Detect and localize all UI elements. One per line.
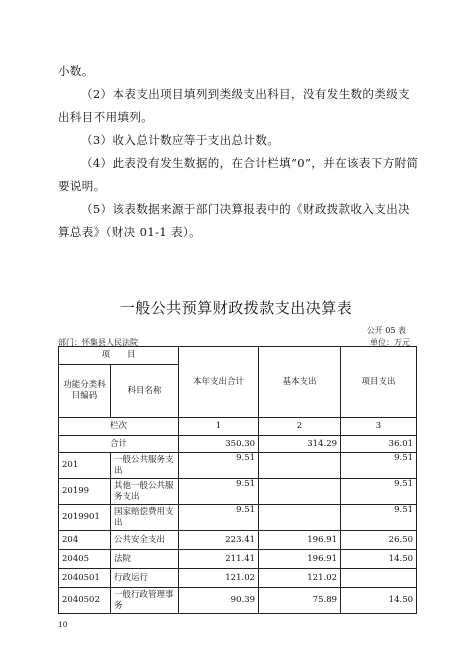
row-code: 2040501 xyxy=(59,569,111,588)
table-row xyxy=(59,588,417,614)
table-title: 一般公共预算财政拨款支出决算表 xyxy=(119,299,353,317)
table-row xyxy=(59,531,417,550)
row-basic xyxy=(259,505,341,531)
header-col3: 3 xyxy=(341,418,417,436)
row-code: 2040502 xyxy=(59,588,111,614)
row-basic: 121.02 xyxy=(259,569,341,588)
table-row xyxy=(59,479,417,505)
row-total: 90.39 xyxy=(179,588,259,614)
row-name: 法院 xyxy=(111,550,179,569)
row-name: 一般行政管理事务 xyxy=(111,588,179,614)
row-project: 26.50 xyxy=(341,531,417,550)
note-line: （4）此表没有发生数据的，在合计栏填“0”，并在该表下方附简要说明。 xyxy=(58,156,419,193)
row-code: 2019901 xyxy=(59,505,111,531)
note-line: 小数。 xyxy=(58,64,94,78)
row-project: 9.51 xyxy=(341,479,417,505)
header-column-label: 栏次 xyxy=(59,418,179,436)
row-project: 14.50 xyxy=(341,550,417,569)
header-total: 本年支出合计 xyxy=(179,347,259,418)
sum-basic: 314.29 xyxy=(259,436,341,453)
note-line: （5）该表数据来源于部门决算报表中的《财政拨款收入支出决算总表》（财决 01-1 表）。 xyxy=(58,202,411,239)
unit-label: 单位：万元 xyxy=(370,338,410,347)
row-code: 20199 xyxy=(59,479,111,505)
table-row xyxy=(59,550,417,569)
header-project: 项目支出 xyxy=(341,347,417,418)
row-name: 其他一般公共服务支出 xyxy=(111,479,179,505)
row-basic: 75.89 xyxy=(259,588,341,614)
row-project: 14.50 xyxy=(341,588,417,614)
header-col1: 1 xyxy=(179,418,259,436)
row-name: 公共安全支出 xyxy=(111,531,179,550)
budget-table xyxy=(58,346,417,614)
header-func-code: 功能分类科目编码 xyxy=(59,365,111,418)
page-number: 10 xyxy=(58,620,68,629)
table-row xyxy=(59,569,417,588)
row-basic xyxy=(259,479,341,505)
row-basic: 196.91 xyxy=(259,531,341,550)
row-total: 121.02 xyxy=(179,569,259,588)
row-total: 9.51 xyxy=(179,453,259,479)
row-name: 国家赔偿费用支出 xyxy=(111,505,179,531)
notes-section xyxy=(58,60,420,244)
row-basic xyxy=(259,453,341,479)
row-name: 行政运行 xyxy=(111,569,179,588)
sum-project: 36.01 xyxy=(341,436,417,453)
header-col2: 2 xyxy=(259,418,341,436)
row-total: 9.51 xyxy=(179,479,259,505)
department-label: 部门：怀集县人民法院 xyxy=(58,338,138,347)
table-row xyxy=(59,505,417,531)
note-line: （3）收入总计数应等于支出总计数。 xyxy=(81,133,280,147)
sum-label: 合计 xyxy=(59,436,179,453)
row-project: 9.51 xyxy=(341,505,417,531)
row-total: 211.41 xyxy=(179,550,259,569)
note-line: （2）本表支出项目填列到类级支出科目，没有发生数的类级支出科目不用填列。 xyxy=(58,87,411,124)
sum-total: 350.30 xyxy=(179,436,259,453)
table-row xyxy=(59,453,417,479)
row-project: 9.51 xyxy=(341,453,417,479)
row-code: 201 xyxy=(59,453,111,479)
header-item: 项 目 xyxy=(59,347,179,365)
row-project xyxy=(341,569,417,588)
row-name: 一般公共服务支出 xyxy=(111,453,179,479)
row-basic: 196.91 xyxy=(259,550,341,569)
header-subject-name: 科目名称 xyxy=(111,365,179,418)
table-code: 公开 05 表 xyxy=(366,326,406,335)
header-basic: 基本支出 xyxy=(259,347,341,418)
row-total: 9.51 xyxy=(179,505,259,531)
row-code: 204 xyxy=(59,531,111,550)
row-total: 223.41 xyxy=(179,531,259,550)
row-code: 20405 xyxy=(59,550,111,569)
